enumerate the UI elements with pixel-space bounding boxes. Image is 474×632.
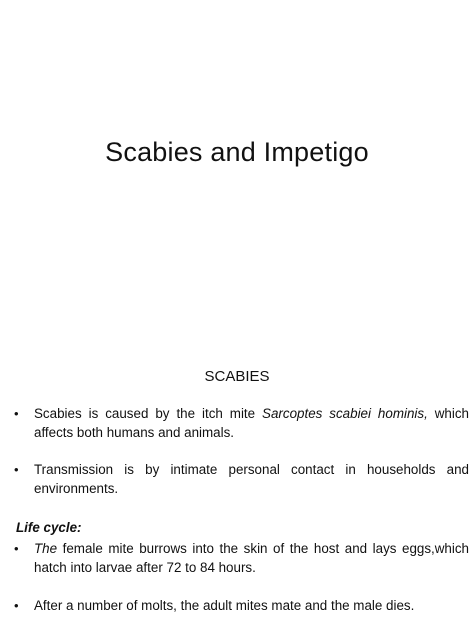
bullet-icon: • bbox=[14, 541, 19, 556]
bullet-text: Transmission is by intimate personal contact in households and environments. bbox=[34, 462, 469, 496]
bullet-icon: • bbox=[14, 462, 19, 477]
slide-title: Scabies and Impetigo bbox=[105, 137, 369, 167]
bullet-icon: • bbox=[14, 406, 19, 421]
bullet-text: The female mite burrows into the skin of the host and lays eggs,which hatch into larvae after 72 to 84 hours. bbox=[34, 541, 469, 575]
bullet-item-molts bbox=[14, 596, 469, 615]
life-cycle-heading: Life cycle: bbox=[16, 520, 82, 535]
bullet-text: After a number of molts, the adult mites mate and the male dies. bbox=[34, 598, 415, 613]
bullet-item-transmission bbox=[14, 460, 469, 498]
bullet-item-burrow bbox=[14, 539, 469, 577]
bullet-icon: • bbox=[14, 598, 19, 613]
bullet-text: Scabies is caused by the itch mite Sarcoptes scabiei hominis, which affects both humans and animals. bbox=[34, 406, 469, 440]
bullet-item-cause bbox=[14, 404, 469, 442]
section-heading: SCABIES bbox=[204, 368, 270, 385]
